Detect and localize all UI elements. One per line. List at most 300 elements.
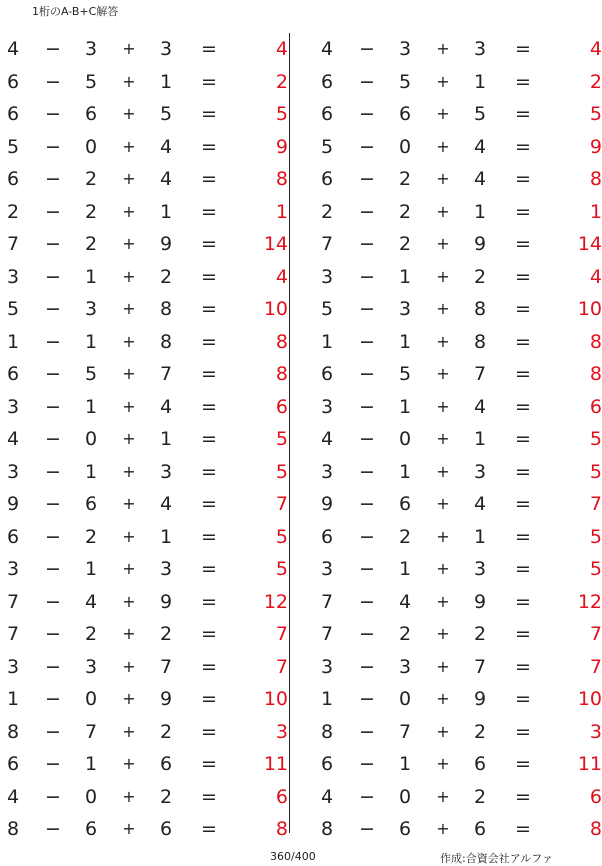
problem-row	[0, 553, 288, 586]
plus-sign: +	[436, 526, 450, 546]
operand-a: 1	[320, 330, 334, 353]
minus-sign: −	[45, 753, 61, 775]
answer: 5	[589, 428, 602, 450]
minus-sign: −	[45, 785, 61, 808]
operand-a: 6	[320, 363, 334, 385]
operand-a: 6	[320, 103, 334, 125]
plus-sign: +	[122, 461, 136, 481]
equals-sign: =	[201, 265, 217, 288]
minus-sign: −	[359, 70, 375, 93]
minus-sign: −	[359, 785, 375, 808]
minus-sign: −	[45, 655, 61, 678]
operand-a: 5	[6, 298, 20, 320]
answer: 12	[263, 590, 288, 613]
operand-a: 7	[320, 233, 334, 255]
equals-sign: =	[201, 233, 217, 255]
operand-c: 8	[473, 298, 487, 320]
minus-sign: −	[359, 558, 375, 580]
problem-row	[0, 293, 288, 326]
equals-sign: =	[515, 298, 531, 320]
answer: 9	[275, 135, 288, 158]
answer: 5	[275, 428, 288, 450]
equals-sign: =	[515, 200, 531, 223]
operand-c: 2	[473, 623, 487, 645]
operand-b: 4	[398, 590, 412, 613]
problem-row	[0, 196, 288, 229]
operand-c: 7	[159, 363, 173, 385]
operand-b: 6	[398, 493, 412, 515]
operand-a: 6	[6, 525, 20, 548]
plus-sign: +	[122, 104, 136, 123]
answer: 3	[275, 720, 288, 743]
operand-b: 2	[398, 525, 412, 548]
problem-row	[314, 326, 602, 359]
minus-sign: −	[359, 590, 375, 613]
problem-row	[314, 813, 602, 846]
plus-sign: +	[122, 624, 136, 643]
operand-b: 1	[398, 330, 412, 353]
equals-sign: =	[515, 70, 531, 93]
answer: 8	[275, 818, 288, 840]
problem-row	[0, 813, 288, 846]
operand-c: 7	[473, 363, 487, 385]
operand-c: 7	[473, 655, 487, 678]
operand-a: 6	[320, 70, 334, 93]
operand-b: 6	[84, 103, 98, 125]
operand-c: 2	[159, 785, 173, 808]
problem-row	[0, 131, 288, 164]
plus-sign: +	[436, 396, 450, 416]
answer: 4	[275, 38, 288, 60]
operand-c: 9	[159, 233, 173, 255]
operand-c: 1	[159, 525, 173, 548]
equals-sign: =	[515, 265, 531, 288]
answer: 6	[275, 395, 288, 418]
column-divider	[289, 33, 290, 833]
equals-sign: =	[515, 590, 531, 613]
answer: 4	[589, 38, 602, 60]
operand-a: 6	[6, 103, 20, 125]
operand-c: 6	[473, 818, 487, 840]
answer: 5	[589, 525, 602, 548]
problem-row	[314, 781, 602, 814]
answer: 7	[275, 655, 288, 678]
plus-sign: +	[122, 136, 136, 156]
operand-c: 9	[473, 688, 487, 710]
operand-b: 2	[84, 200, 98, 223]
equals-sign: =	[201, 38, 217, 60]
problem-row	[314, 423, 602, 456]
problem-row	[314, 748, 602, 781]
problem-row	[0, 33, 288, 66]
minus-sign: −	[45, 70, 61, 93]
operand-c: 4	[473, 395, 487, 418]
equals-sign: =	[515, 655, 531, 678]
operand-b: 0	[84, 135, 98, 158]
operand-a: 3	[320, 558, 334, 580]
operand-c: 6	[159, 753, 173, 775]
operand-c: 1	[159, 200, 173, 223]
author-credit: 作成:合資会社アルファ	[440, 852, 554, 865]
plus-sign: +	[436, 331, 450, 351]
plus-sign: +	[122, 169, 136, 188]
equals-sign: =	[515, 785, 531, 808]
plus-sign: +	[436, 819, 450, 838]
operand-b: 0	[398, 428, 412, 450]
answer: 1	[589, 200, 602, 223]
operand-b: 3	[84, 298, 98, 320]
plus-sign: +	[436, 429, 450, 448]
operand-a: 5	[6, 135, 20, 158]
equals-sign: =	[201, 623, 217, 645]
equals-sign: =	[515, 460, 531, 483]
answer: 10	[577, 688, 602, 710]
operand-a: 3	[6, 558, 20, 580]
problem-row	[314, 521, 602, 554]
operand-a: 3	[6, 395, 20, 418]
problem-row	[314, 391, 602, 424]
equals-sign: =	[201, 590, 217, 613]
operand-b: 3	[398, 655, 412, 678]
minus-sign: −	[45, 428, 61, 450]
minus-sign: −	[359, 655, 375, 678]
plus-sign: +	[122, 234, 136, 253]
problem-row	[0, 391, 288, 424]
answer: 7	[589, 623, 602, 645]
operand-a: 3	[6, 265, 20, 288]
problem-row	[0, 521, 288, 554]
operand-c: 2	[473, 265, 487, 288]
plus-sign: +	[436, 689, 450, 708]
plus-sign: +	[122, 591, 136, 611]
answer: 4	[589, 265, 602, 288]
problem-column-right	[314, 33, 602, 846]
minus-sign: −	[45, 38, 61, 60]
minus-sign: −	[359, 330, 375, 353]
operand-c: 3	[159, 38, 173, 60]
operand-c: 2	[159, 623, 173, 645]
problem-row	[0, 683, 288, 716]
minus-sign: −	[45, 558, 61, 580]
answer: 8	[275, 330, 288, 353]
minus-sign: −	[45, 493, 61, 515]
minus-sign: −	[359, 525, 375, 548]
operand-a: 5	[320, 298, 334, 320]
answer: 5	[275, 558, 288, 580]
problem-row	[0, 423, 288, 456]
operand-c: 3	[159, 460, 173, 483]
operand-c: 1	[159, 428, 173, 450]
operand-a: 7	[6, 623, 20, 645]
equals-sign: =	[201, 493, 217, 515]
problem-row	[0, 488, 288, 521]
operand-b: 0	[398, 688, 412, 710]
problem-row	[0, 98, 288, 131]
equals-sign: =	[201, 135, 217, 158]
operand-b: 2	[84, 233, 98, 255]
operand-b: 1	[398, 265, 412, 288]
answer: 10	[263, 298, 288, 320]
operand-a: 4	[6, 785, 20, 808]
operand-b: 5	[398, 363, 412, 385]
plus-sign: +	[122, 786, 136, 806]
equals-sign: =	[201, 688, 217, 710]
operand-c: 1	[473, 200, 487, 223]
minus-sign: −	[45, 168, 61, 190]
minus-sign: −	[359, 493, 375, 515]
operand-b: 2	[398, 168, 412, 190]
operand-b: 4	[84, 590, 98, 613]
operand-c: 9	[473, 590, 487, 613]
operand-b: 2	[398, 200, 412, 223]
minus-sign: −	[359, 135, 375, 158]
operand-c: 4	[159, 168, 173, 190]
answer: 8	[589, 818, 602, 840]
minus-sign: −	[45, 103, 61, 125]
equals-sign: =	[515, 525, 531, 548]
operand-a: 1	[320, 688, 334, 710]
plus-sign: +	[122, 39, 136, 58]
minus-sign: −	[359, 720, 375, 743]
minus-sign: −	[359, 103, 375, 125]
operand-a: 4	[320, 428, 334, 450]
operand-a: 7	[320, 623, 334, 645]
operand-c: 6	[159, 818, 173, 840]
equals-sign: =	[515, 135, 531, 158]
minus-sign: −	[359, 200, 375, 223]
operand-b: 5	[398, 70, 412, 93]
plus-sign: +	[122, 429, 136, 448]
operand-c: 8	[473, 330, 487, 353]
problem-row	[314, 163, 602, 196]
answer: 5	[589, 460, 602, 483]
equals-sign: =	[201, 200, 217, 223]
minus-sign: −	[359, 818, 375, 840]
minus-sign: −	[359, 265, 375, 288]
plus-sign: +	[436, 721, 450, 741]
plus-sign: +	[122, 201, 136, 221]
equals-sign: =	[515, 558, 531, 580]
operand-a: 4	[320, 785, 334, 808]
equals-sign: =	[515, 753, 531, 775]
plus-sign: +	[436, 136, 450, 156]
plus-sign: +	[122, 721, 136, 741]
answer: 5	[589, 103, 602, 125]
answer: 7	[275, 493, 288, 515]
plus-sign: +	[436, 201, 450, 221]
operand-a: 9	[6, 493, 20, 515]
operand-a: 5	[320, 135, 334, 158]
equals-sign: =	[515, 168, 531, 190]
operand-b: 2	[398, 233, 412, 255]
operand-b: 6	[84, 818, 98, 840]
problem-column-left	[0, 33, 288, 846]
minus-sign: −	[359, 460, 375, 483]
operand-b: 3	[84, 655, 98, 678]
plus-sign: +	[436, 559, 450, 578]
operand-c: 3	[159, 558, 173, 580]
operand-c: 2	[159, 720, 173, 743]
answer: 4	[275, 265, 288, 288]
operand-b: 2	[84, 525, 98, 548]
operand-c: 2	[159, 265, 173, 288]
operand-c: 7	[159, 655, 173, 678]
answer: 1	[275, 200, 288, 223]
problem-row	[314, 33, 602, 66]
page-number: 360/400	[270, 850, 316, 863]
problem-row	[314, 261, 602, 294]
equals-sign: =	[515, 720, 531, 743]
problem-row	[314, 131, 602, 164]
operand-b: 1	[398, 558, 412, 580]
operand-c: 2	[473, 785, 487, 808]
minus-sign: −	[45, 233, 61, 255]
operand-a: 3	[320, 460, 334, 483]
answer: 2	[589, 70, 602, 93]
operand-b: 5	[84, 363, 98, 385]
minus-sign: −	[45, 623, 61, 645]
minus-sign: −	[359, 38, 375, 60]
problem-row	[314, 228, 602, 261]
answer: 8	[589, 168, 602, 190]
problem-row	[0, 163, 288, 196]
equals-sign: =	[515, 233, 531, 255]
minus-sign: −	[45, 330, 61, 353]
operand-c: 2	[473, 720, 487, 743]
operand-a: 6	[6, 363, 20, 385]
equals-sign: =	[201, 428, 217, 450]
operand-b: 1	[84, 265, 98, 288]
equals-sign: =	[201, 330, 217, 353]
plus-sign: +	[436, 169, 450, 188]
minus-sign: −	[45, 525, 61, 548]
operand-c: 8	[159, 330, 173, 353]
operand-b: 1	[84, 395, 98, 418]
equals-sign: =	[201, 460, 217, 483]
minus-sign: −	[359, 233, 375, 255]
operand-c: 9	[159, 688, 173, 710]
answer: 8	[275, 363, 288, 385]
plus-sign: +	[122, 331, 136, 351]
answer: 9	[589, 135, 602, 158]
problem-row	[0, 781, 288, 814]
plus-sign: +	[436, 461, 450, 481]
problem-row	[0, 261, 288, 294]
operand-a: 7	[320, 590, 334, 613]
plus-sign: +	[436, 266, 450, 286]
operand-a: 3	[6, 655, 20, 678]
operand-b: 1	[84, 558, 98, 580]
problem-row	[314, 586, 602, 619]
problem-row	[314, 553, 602, 586]
operand-a: 9	[320, 493, 334, 515]
problem-row	[314, 488, 602, 521]
operand-a: 3	[6, 460, 20, 483]
minus-sign: −	[45, 298, 61, 320]
equals-sign: =	[515, 103, 531, 125]
operand-c: 3	[473, 558, 487, 580]
operand-a: 7	[6, 233, 20, 255]
problem-row	[0, 651, 288, 684]
operand-c: 1	[473, 428, 487, 450]
minus-sign: −	[45, 460, 61, 483]
operand-c: 8	[159, 298, 173, 320]
equals-sign: =	[201, 655, 217, 678]
operand-a: 4	[6, 38, 20, 60]
operand-b: 6	[398, 103, 412, 125]
plus-sign: +	[436, 364, 450, 383]
operand-c: 3	[473, 460, 487, 483]
operand-b: 2	[84, 623, 98, 645]
problem-row	[314, 456, 602, 489]
answer: 5	[589, 558, 602, 580]
answer: 7	[589, 493, 602, 515]
plus-sign: +	[436, 234, 450, 253]
problem-row	[0, 586, 288, 619]
minus-sign: −	[45, 265, 61, 288]
minus-sign: −	[359, 623, 375, 645]
problem-row	[0, 66, 288, 99]
plus-sign: +	[122, 526, 136, 546]
plus-sign: +	[436, 494, 450, 513]
answer: 5	[275, 103, 288, 125]
operand-a: 6	[6, 70, 20, 93]
minus-sign: −	[45, 363, 61, 385]
plus-sign: +	[122, 364, 136, 383]
plus-sign: +	[122, 266, 136, 286]
operand-c: 4	[473, 135, 487, 158]
equals-sign: =	[201, 103, 217, 125]
answer: 8	[589, 363, 602, 385]
answer: 6	[589, 395, 602, 418]
operand-b: 0	[84, 688, 98, 710]
problem-row	[0, 618, 288, 651]
plus-sign: +	[122, 396, 136, 416]
equals-sign: =	[201, 720, 217, 743]
answer: 8	[589, 330, 602, 353]
operand-a: 7	[6, 590, 20, 613]
answer: 11	[263, 753, 288, 775]
operand-c: 5	[473, 103, 487, 125]
problem-row	[0, 456, 288, 489]
operand-c: 6	[473, 753, 487, 775]
operand-b: 2	[84, 168, 98, 190]
answer: 11	[577, 753, 602, 775]
operand-a: 3	[320, 395, 334, 418]
operand-c: 4	[159, 395, 173, 418]
minus-sign: −	[45, 590, 61, 613]
plus-sign: +	[436, 39, 450, 58]
problem-row	[314, 618, 602, 651]
operand-c: 4	[473, 168, 487, 190]
minus-sign: −	[45, 688, 61, 710]
problem-row	[314, 66, 602, 99]
equals-sign: =	[515, 493, 531, 515]
operand-c: 4	[159, 493, 173, 515]
answer: 12	[577, 590, 602, 613]
equals-sign: =	[201, 525, 217, 548]
problem-row	[314, 651, 602, 684]
operand-c: 9	[473, 233, 487, 255]
minus-sign: −	[45, 720, 61, 743]
problem-row	[314, 683, 602, 716]
operand-c: 3	[473, 38, 487, 60]
minus-sign: −	[359, 168, 375, 190]
operand-b: 0	[398, 785, 412, 808]
problem-row	[314, 358, 602, 391]
plus-sign: +	[122, 754, 136, 773]
operand-c: 4	[473, 493, 487, 515]
